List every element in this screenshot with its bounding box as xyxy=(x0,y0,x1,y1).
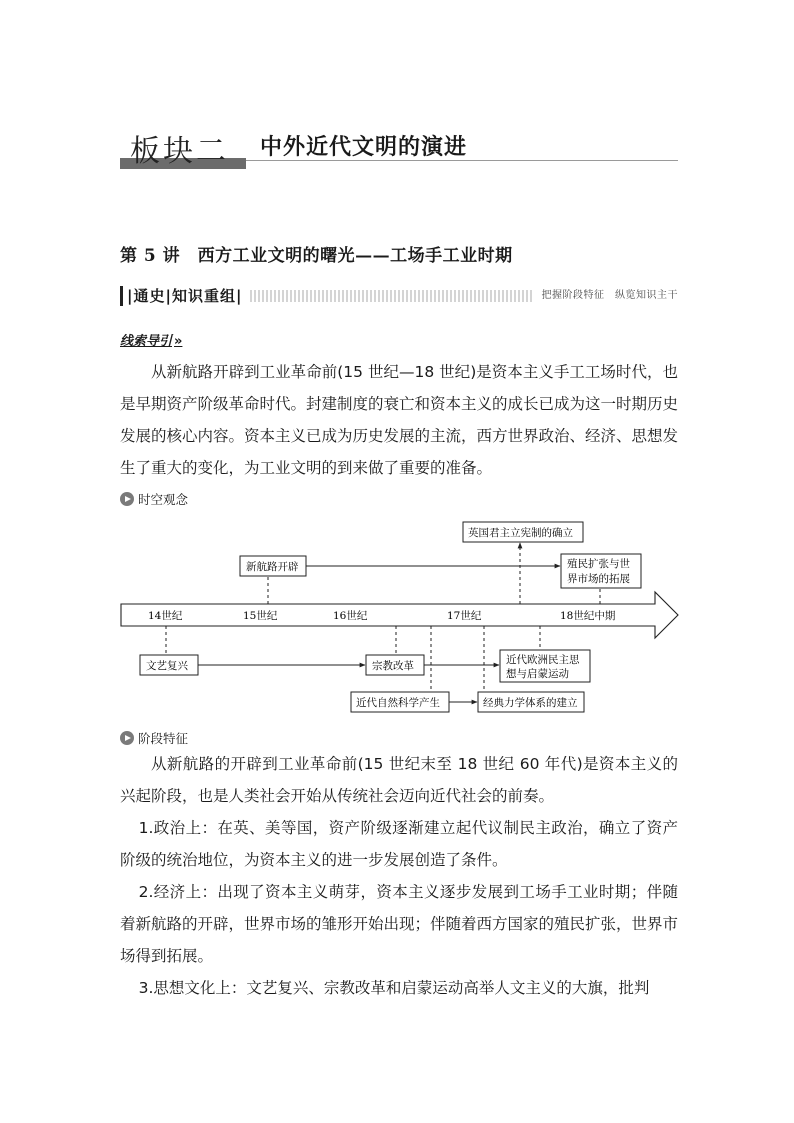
stage-economy: 2.经济上：出现了资本主义萌芽，资本主义逐步发展到工场手工业时期；伴随着新航路的开辟，世界市场的雏形开始出现；伴随着西方国家的殖民扩张，世界市场得到拓展。 xyxy=(120,883,679,965)
block-subtitle: 中外近代文明的演进 xyxy=(260,134,468,160)
play-circle-icon xyxy=(120,731,134,745)
banner-label: |通史|知识重组| xyxy=(120,286,246,306)
box-enlightenment-text-2: 想与启蒙运动 xyxy=(506,668,569,680)
box-new-route-text: 新航路开辟 xyxy=(246,561,299,573)
lecture-title: 第 5 讲 西方工业文明的曙光——工场手工业时期 xyxy=(120,246,513,266)
stage-politics: 1.政治上：在英、美等国，资产阶级逐渐建立起代议制民主政治，确立了资产阶级的统治地位，为资本主义的进一步发展创造了条件。 xyxy=(120,819,678,869)
clue-label: 线索导引 xyxy=(120,334,173,349)
spacetime-heading-label: 时空观念 xyxy=(138,492,189,507)
stage-heading-label: 阶段特征 xyxy=(138,731,189,746)
banner-tagline: 把握阶段特征 纵览知识主干 xyxy=(534,288,679,304)
box-colonial-text-1: 殖民扩张与世 xyxy=(567,558,630,570)
stage-intro: 从新航路的开辟到工业革命前(15 世纪末至 18 世纪 60 年代)是资本主义的兴起阶段，也是人类社会开始从传统社会迈向近代社会的前奏。 xyxy=(120,755,678,805)
box-british-monarchy-text: 英国君主立宪制的确立 xyxy=(468,527,573,539)
tick-15c: 15世纪 xyxy=(243,610,278,622)
block-title: 板块二 xyxy=(130,134,229,169)
box-mechanics-text: 经典力学体系的建立 xyxy=(483,697,578,709)
tick-17c: 17世纪 xyxy=(447,610,482,622)
box-enlightenment-text-1: 近代欧洲民主思 xyxy=(506,654,580,666)
double-chevron-icon: » xyxy=(174,334,183,349)
clue-paragraph: 从新航路开辟到工业革命前(15 世纪—18 世纪)是资本主义手工工场时代，也是早期资产阶级革命时代。封建制度的衰亡和资本主义的成长已成为这一时期历史发展的核心内容。资本主义已成为历史发展的主流，西方世界政治、经济、思想发生了重大的变化，为工业文明的到来做了重要的准备。 xyxy=(120,363,679,477)
stage-culture: 3.思想文化上：文艺复兴、宗教改革和启蒙运动高举人文主义的大旗，批判 xyxy=(138,979,650,997)
box-colonial-text-2: 界市场的拓展 xyxy=(567,573,630,585)
tick-16c: 16世纪 xyxy=(333,610,368,622)
box-science-text: 近代自然科学产生 xyxy=(356,697,440,709)
box-renaissance-text: 文艺复兴 xyxy=(146,660,188,672)
stage-heading xyxy=(120,729,188,747)
tick-18c-mid: 18世纪中期 xyxy=(560,610,616,622)
tick-14c: 14世纪 xyxy=(148,610,183,622)
stage-paragraph-block xyxy=(120,748,678,1004)
box-reformation-text: 宗教改革 xyxy=(372,660,414,672)
